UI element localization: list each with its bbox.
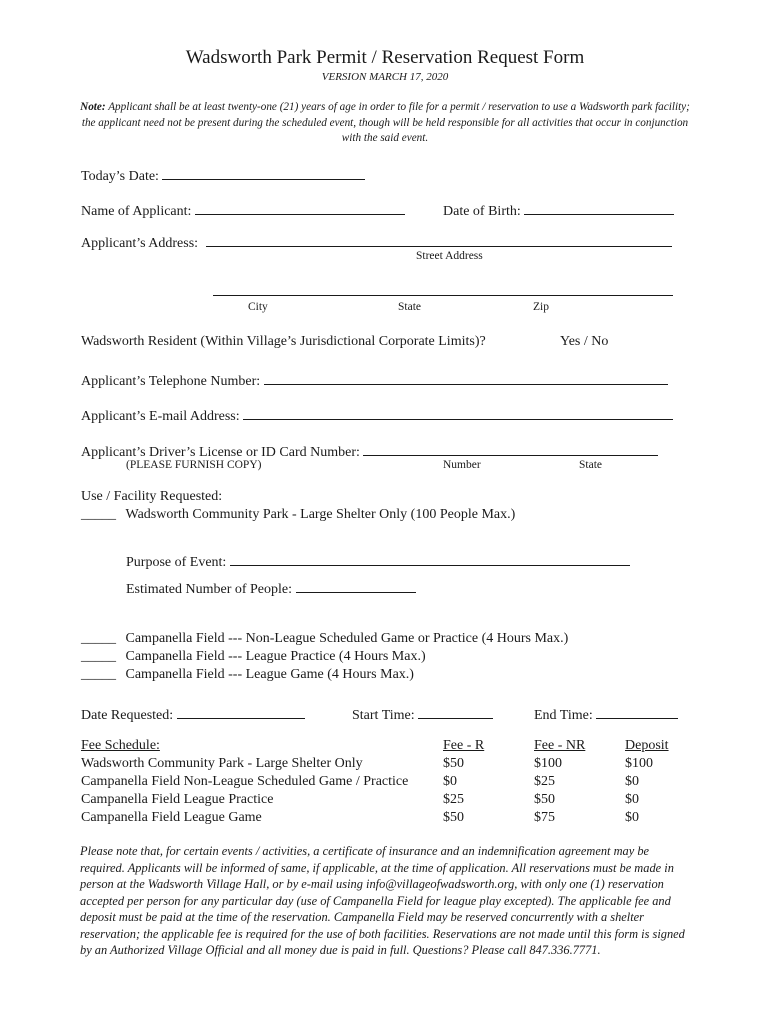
purpose-field [126,551,630,571]
field-option-label: Campanella Field --- League Game (4 Hours Max.) [125,667,414,682]
purpose-label: Purpose of Event: [126,555,227,570]
note-text: Applicant shall be at least twenty-one (21) years of age in order to file for a permit / reservation to use a Wadsworth park facility; the applicant need not be present during the scheduled event, though will be held responsible for all activities that occur in conjunction with the said event. [81,101,690,144]
fee-row-name: Campanella Field Non-League Scheduled Game / Practice [81,774,409,789]
city-state-zip-input[interactable] [213,295,673,296]
email-field [81,405,673,425]
name-label: Name of Applicant: [81,204,192,219]
license-state-caption: State [579,459,602,471]
fee-header-deposit: Deposit [625,738,669,753]
dob-label: Date of Birth: [443,204,521,219]
todays-date-input[interactable] [162,165,365,180]
large-shelter-label: Wadsworth Community Park - Large Shelter Only (100 People Max.) [125,507,516,522]
fee-row-deposit: $0 [625,810,639,825]
facility-heading: Use / Facility Requested: [81,489,223,504]
fee-row-deposit: $0 [625,774,639,789]
fee-row-name: Wadsworth Community Park - Large Shelter Only [81,756,363,771]
fee-row-name: Campanella Field League Game [81,810,262,825]
date-requested-input[interactable] [177,704,305,719]
fee-header-resident: Fee - R [443,738,485,753]
people-label: Estimated Number of People: [126,582,293,597]
street-address-input[interactable] [206,232,672,247]
fee-row-nonresident: $100 [534,756,562,771]
applicant-note [80,100,690,147]
resident-question: Wadsworth Resident (Within Village’s Jurisdictional Corporate Limits)? [81,334,486,349]
field-option-league-practice [81,649,426,665]
reservation-policy-note: Please note that, for certain events / activities, a certificate of insurance and an indemnification agreement may be required. Applicants will be informed of same, if applicable, at the time of application. All reservations must be made in person at the Wadsworth Village Hall, or by e-mail using info@villageofwadsworth.org, with only one (1) reservation accepted per person for any particular day (use of Campanella Field for league play excepted). The applicable fee and deposit must be paid at the time of the reservation. Campanella Field may be reserved concurrently with a shelter reservation; the applicable fee is required for the use of both facilities. Reservations are not made until this form is signed by an Authorized Village Official and all money due is paid in full. Questions? Please call 847.336.7771. [80,844,685,957]
resident-yes-no[interactable]: Yes / No [560,334,609,349]
field-option-label: Campanella Field --- Non-League Scheduled Game or Practice (4 Hours Max.) [125,631,569,646]
license-input[interactable] [363,441,658,456]
telephone-input[interactable] [264,370,668,385]
license-number-caption: Number [443,459,481,471]
purpose-input[interactable] [230,551,630,566]
fee-header-schedule: Fee Schedule: [81,738,160,753]
field-option-blank[interactable]: _____ [81,667,116,682]
dob-input[interactable] [524,200,674,215]
fee-row-resident: $25 [443,792,464,807]
telephone-label: Applicant’s Telephone Number: [81,374,261,389]
todays-date-field [81,165,365,185]
fee-row-resident: $50 [443,756,464,771]
date-requested-label: Date Requested: [81,708,174,723]
furnish-copy-caption: (PLEASE FURNISH COPY) [126,459,262,471]
date-requested-field [81,704,305,724]
address-field [81,232,672,252]
fee-row-nonresident: $75 [534,810,555,825]
email-input[interactable] [243,405,673,420]
people-field [126,578,416,598]
large-shelter-option [81,507,515,523]
address-label: Applicant’s Address: [81,236,199,251]
start-time-label: Start Time: [352,708,415,723]
large-shelter-blank[interactable]: _____ [81,507,116,522]
note-label: Note: [80,101,106,113]
field-option-label: Campanella Field --- League Practice (4 Hours Max.) [125,649,426,664]
form-title: Wadsworth Park Permit / Reservation Request Form [185,47,585,68]
name-field [81,200,405,220]
fee-row-resident: $50 [443,810,464,825]
field-option-non-league [81,631,568,647]
name-input[interactable] [195,200,405,215]
end-time-field [534,704,678,724]
fee-row-deposit: $0 [625,792,639,807]
todays-date-label: Today’s Date: [81,169,159,184]
fee-row-nonresident: $50 [534,792,555,807]
field-option-league-game [81,667,414,683]
state-caption: State [398,301,421,313]
start-time-input[interactable] [418,704,493,719]
fee-row-name: Campanella Field League Practice [81,792,274,807]
street-address-caption: Street Address [416,250,483,262]
field-option-blank[interactable]: _____ [81,631,116,646]
end-time-label: End Time: [534,708,593,723]
fee-header-nonresident: Fee - NR [534,738,586,753]
fee-row-nonresident: $25 [534,774,555,789]
license-field [81,441,658,461]
city-caption: City [248,301,268,313]
fee-row-resident: $0 [443,774,457,789]
field-option-blank[interactable]: _____ [81,649,116,664]
telephone-field [81,370,668,390]
start-time-field [352,704,493,724]
email-label: Applicant’s E-mail Address: [81,409,240,424]
zip-caption: Zip [533,301,549,313]
dob-field [443,200,674,220]
license-label: Applicant’s Driver’s License or ID Card Number: [81,445,360,460]
fee-row-deposit: $100 [625,756,653,771]
version-label: VERSION MARCH 17, 2020 [321,71,449,83]
end-time-input[interactable] [596,704,678,719]
people-input[interactable] [296,578,416,593]
